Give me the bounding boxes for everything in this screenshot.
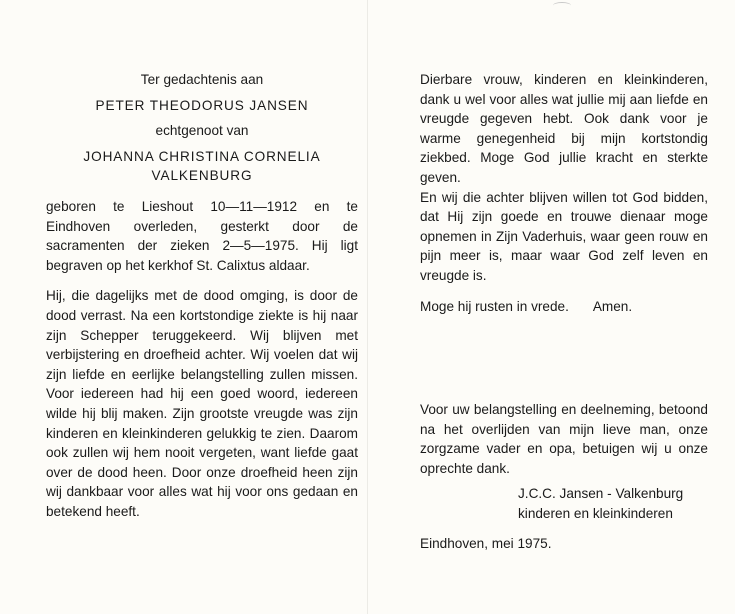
paper-mark (553, 2, 571, 9)
amen-text: Amen. (592, 298, 633, 314)
place-date: Eindhoven, mei 1975. (420, 536, 552, 551)
fold-line (367, 0, 368, 614)
prayer-text: Moge hij rusten in vrede. (420, 298, 569, 314)
deceased-name: PETER THEODORUS JANSEN (95, 97, 309, 113)
message-paragraph-1: Dierbare vrouw, kinderen en kleinkinderen, dank u wel voor alles wat jullie mij aan liefde en vreugde gegeven hebt. Ook dank voor je warme genegenheid bij mijn kortstondig ziekbed. Moge God jullie kracht en sterkte geven. (420, 72, 708, 185)
left-panel (46, 70, 358, 521)
relation-line: echtgenoot van (155, 123, 249, 139)
signature-line-1: J.C.C. Jansen - Valkenburg (518, 486, 684, 502)
prayer-line (420, 297, 708, 317)
spouse-name-line2: VALKENBURG (151, 168, 253, 184)
spouse-name-line1: JOHANNA CHRISTINA CORNELIA (83, 148, 321, 164)
intro-line: Ter gedachtenis aan (140, 72, 264, 87)
tribute-paragraph: Hij, die dagelijks met de dood omging, is door de dood verrast. Na een kortstondige ziekte is hij naar zijn Schepper teruggekeerd. Wij blijven met verbijstering en droefheid achter. Wij voelen dat wij zijn liefde en eerlijke belangstelling zullen missen. Voor iedereen had hij een goed woord, iedereen wilde hij blij maken. Zijn grootste vreugde was zijn kinderen en kleinkinderen gelukkig te zien. Daarom ook zullen wij hem nooit vergeten, want liefde gaat over de dood heen. Door onze droefheid heen zijn wij dankbaar voor alles wat hij voor ons gedaan en betekend heeft. (46, 288, 358, 519)
biography-paragraph: geboren te Lieshout 10—11—1912 en te Eindhoven overleden, gesterkt door de sacramenten der zieken 2—5—1975. Hij ligt begraven op het kerkhof St. Calixtus aldaar. (46, 198, 358, 273)
thanks-block (420, 400, 708, 524)
thanks-paragraph: Voor uw belangstelling en deelneming, betoond na het overlijden van mijn lieve man, onze zorgzame vader en opa, betuigen wij u onze oprechte dank. (420, 402, 708, 476)
message-paragraph-2: En wij die achter blijven willen tot God bidden, dat Hij zijn goede en trouwe dienaar moge opnemen in Zijn Vaderhuis, waar geen rouw en pijn meer is, maar waar God zelf leven en vreugde is. (420, 189, 708, 283)
right-panel (420, 70, 708, 316)
signature-line-2: kinderen en kleinkinderen (518, 505, 673, 521)
